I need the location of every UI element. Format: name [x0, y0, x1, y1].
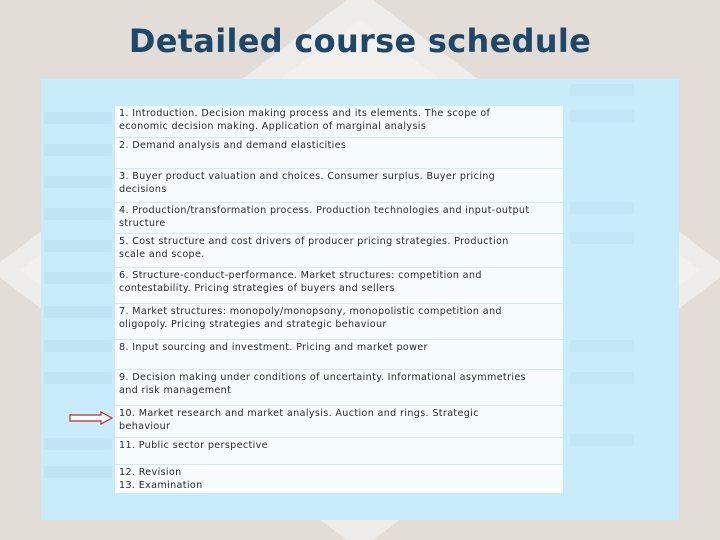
faded-cell — [570, 110, 634, 122]
schedule-row — [115, 406, 563, 438]
schedule-row — [115, 169, 563, 203]
faded-cell — [570, 434, 634, 446]
schedule-row-text: 10. Market research and market analysis. Auction and rings. Strategic behaviour — [119, 408, 479, 432]
schedule-row-text: 12. Revision 13. Examination — [119, 467, 203, 491]
schedule-row-text: 8. Input sourcing and investment. Pricing and market power — [119, 342, 428, 353]
schedule-row — [115, 304, 563, 340]
faded-cell — [44, 438, 112, 450]
schedule-row — [115, 465, 563, 494]
schedule-row — [115, 203, 563, 234]
schedule-row — [115, 370, 563, 406]
schedule-row — [115, 138, 563, 169]
faded-cell — [44, 176, 112, 188]
schedule-row-text: 2. Demand analysis and demand elasticities — [119, 140, 347, 151]
schedule-row-text: 6. Structure-conduct-performance. Market structures: competition and contestability. Pricing strategies of buyers and sellers — [119, 270, 482, 294]
faded-cell — [44, 208, 112, 220]
schedule-row — [115, 234, 563, 268]
faded-cell — [570, 202, 634, 214]
faded-cell — [44, 272, 112, 284]
faded-cell — [570, 340, 634, 352]
schedule-row-text: 3. Buyer product valuation and choices. Consumer surplus. Buyer pricing decisions — [119, 171, 496, 195]
faded-cell — [570, 232, 634, 244]
schedule-row-text: 1. Introduction. Decision making process and its elements. The scope of economic decision making. Application of marginal analysis — [119, 108, 491, 132]
faded-cell — [570, 372, 634, 384]
faded-cell — [44, 466, 112, 478]
schedule-row-text: 11. Public sector perspective — [119, 440, 268, 451]
schedule-row-text: 4. Production/transformation process. Production technologies and input-output structure — [119, 205, 530, 229]
faded-cell — [570, 84, 634, 96]
schedule-row — [115, 268, 563, 304]
schedule-row — [115, 340, 563, 370]
schedule-row — [115, 106, 563, 138]
right-arrow-icon — [69, 411, 113, 425]
schedule-row-text: 9. Decision making under conditions of uncertainty. Informational asymmetries and risk management — [119, 372, 526, 396]
schedule-row-text: 5. Cost structure and cost drivers of producer pricing strategies. Production scale and scope. — [119, 236, 509, 260]
faded-cell — [44, 144, 112, 156]
schedule-row-text: 7. Market structures: monopoly/monopsony, monopolistic competition and oligopoly. Pricing strategies and strategic behaviour — [119, 306, 502, 330]
slide-title: Detailed course schedule — [128, 22, 592, 60]
faded-cell — [44, 240, 112, 252]
faded-cell — [44, 112, 112, 124]
faded-cell — [44, 306, 112, 318]
faded-cell — [44, 372, 112, 384]
schedule-row — [115, 438, 563, 465]
faded-cell — [44, 340, 112, 352]
